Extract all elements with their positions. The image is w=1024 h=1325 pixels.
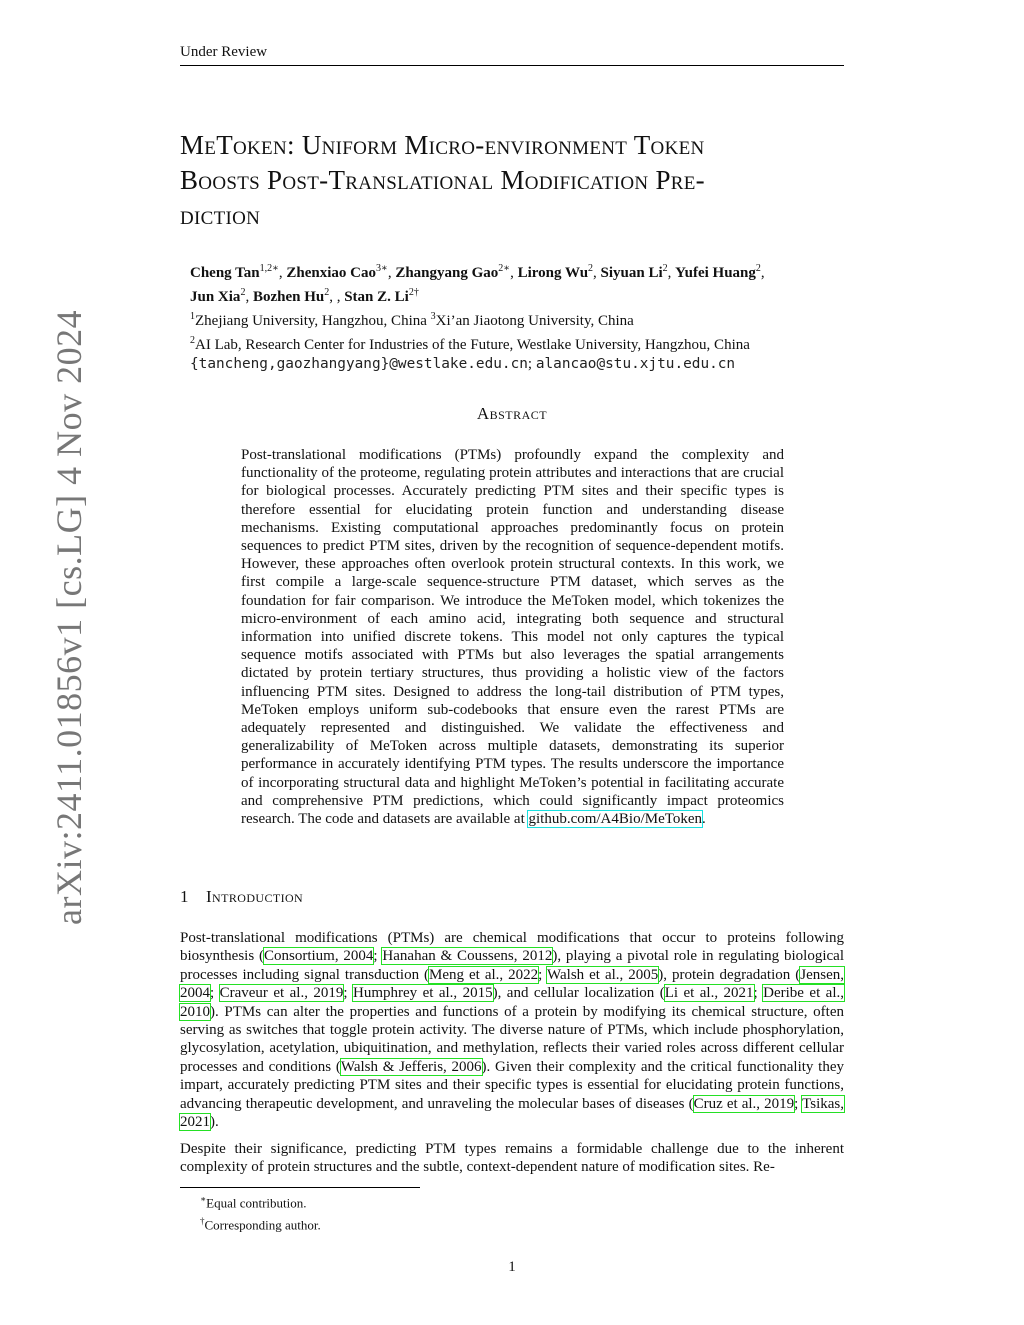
author-name: Jun Xia (190, 289, 241, 305)
email-line: {tancheng,gaozhangyang}@westlake.edu.cn; alancao@stu.xjtu.edu.cn (190, 356, 736, 372)
body-text: ), playing a pivotal role in regulating biological processes including signal transduction ( (180, 948, 844, 983)
abstract-body: Post-translational modifications (PTMs) profoundly expand the complexity and functionality of the proteome, regulating protein attributes and interactions that are crucial for biological processes. Accurately predicting PTM sites and their specific types is therefore essential for elucidating protein function and understanding disease mechanisms. Existing computational approaches predominantly focus on protein sequences to predict PTM sites, driven by the recognition of sequence-dependent motifs. However, these approaches often overlook protein structural contexts. In this work, we first compile a large-scale sequence-structure PTM dataset, which serves as the foundation for fair comparison. We introduce the MeToken model, which tokenizes the micro-environment of each amino acid, integrating both sequence and structural information into unified discrete tokens. This model not only captures the typical sequence motifs associated with PTMs but also leverages the spatial arrangements dictated by protein tertiary structures, thus providing a holistic view of the factors influencing PTM sites. Designed to address the long-tail distribution of PTM types, MeToken employs uniform sub-codebooks that ensure even the rarest PTMs are adequately represented and distinguished. We validate the effectiveness and generalizability of MeToken across multiple datasets, demonstrating its superior performance in accurately identifying PTM types. The results underscore the importance of incorporating structural data and highlight MeToken’s potential in facilitating accurate and comprehensive PTM predictions, which could significantly impact proteomics research. The code and datasets are available at (241, 447, 784, 828)
citation-link[interactable]: Cruz et al., 2019 (693, 1095, 795, 1112)
citation-link[interactable]: Li et al., 2021 (664, 985, 754, 1002)
author-line: Jun Xia$^2$, Bozhen Hu$^2$, , Stan Z. $Li^{2\dagger}$ (190, 287, 419, 305)
footnote (200, 1212, 321, 1234)
author-name: Stan Z. Li (344, 289, 409, 305)
author-sup: 2 (588, 263, 594, 274)
citation-link[interactable]: Walsh & Jefferis, 2006 (340, 1058, 482, 1075)
author-sup: 2∗ (498, 263, 511, 274)
section-heading (180, 887, 303, 907)
body-text: ), protein degradation ( (658, 966, 801, 983)
body-text: ). (210, 1114, 219, 1131)
affiliation-sup: 2 (190, 335, 195, 346)
affiliation-text: AI Lab, Research Center for Industries of the Future, Westlake University, Hangzhou, China (195, 337, 750, 353)
citation-link[interactable]: Walsh et al., 2005 (547, 966, 659, 983)
footnote-text: Corresponding author. (204, 1217, 321, 1233)
section-number: 1 (180, 887, 189, 906)
author-name: Cheng Tan (190, 265, 260, 281)
body-text: ). Given their complexity and the critical functionality they impart, accurately predicting PTM sites and their specific types is essential for elucidating protein functions, advancing therapeutic development, and unraveling the molecular bases of diseases ( (180, 1058, 844, 1112)
citation-link[interactable]: Craveur et al., 2019 (219, 985, 344, 1002)
email-address: {tancheng,gaozhangyang}@westlake.edu.cn (190, 356, 528, 372)
paper-title (180, 128, 850, 233)
author-sup: 2 (755, 263, 761, 274)
author-name: Zhenxiao Cao (286, 265, 377, 281)
affiliation-line (190, 307, 850, 331)
affiliation-sup: 1 (190, 311, 195, 322)
footnote-rule (180, 1187, 420, 1188)
email-address: alancao@stu.xjtu.edu.cn (535, 356, 736, 372)
abstract-heading: Abstract (476, 404, 548, 423)
arxiv-stamp: arXiv:2411.01856v1 [cs.LG] 4 Nov 2024 (49, 309, 89, 925)
title-line: MeToken: Uniform Micro-environment Token (180, 130, 705, 160)
author-sup: 2 (240, 287, 246, 298)
author-sup: 3∗ (376, 263, 388, 274)
author-name: Zhangyang Gao (395, 265, 499, 281)
author-sup: 2 (324, 287, 330, 298)
abstract-text: Post-translational modifications (PTMs) profoundly expand the complexity and functionality of the proteome, regulating protein attributes and interactions that are crucial for biological processes. Accurately predicting PTM sites and their specific types is therefore essential for elucidating protein function and understanding disease mechanisms. Existing computational approaches predominantly focus on protein sequences to predict PTM sites, driven by the recognition of sequence-dependent motifs. However, these approaches often overlook protein structural contexts. In this work, we first compile a large-scale sequence-structure PTM dataset, which serves as the foundation for fair comparison. We introduce the MeToken model, which tokenizes the micro-environment of each amino acid, integrating both sequence and structural information into unified discrete tokens. This model not only captures the typical sequence motifs associated with PTMs but also leverages the spatial arrangements dictated by protein tertiary structures, thus providing a holistic view of the factors influencing PTM sites. Designed to address the long-tail distribution of PTM types, MeToken employs uniform sub-codebooks that ensure even the rarest PTMs are adequately represented and distinguished. We validate the effectiveness and generalizability of MeToken across multiple datasets, demonstrating its superior performance in accurately identifying PTM types. The results underscore the importance of incorporating structural data and highlight MeToken’s potential in facilitating accurate and comprehensive PTM predictions, which could significantly impact proteomics research. The code and datasets are available at github.com/A4Bio/MeToken. (241, 447, 784, 828)
footnote (200, 1190, 321, 1212)
intro-paragraph: Post-translational modifications (PTMs) are chemical modifications that occur to proteins following biosynthesis (Consortium, 2004; Hanahan & Coussens, 2012), playing a pivotal role in regulating biological processes including signal transduction (Meng et al., 2022; Walsh et al., 2005), protein degradation (Jensen, 2004; Craveur et al., 2019; Humphrey et al., 2015), and cellular localization (Li et al., 2021; Deribe et al., 2010). PTMs can alter the properties and functions of a protein by modifying its chemical structure, often serving as switches that toggle protein activity. The diverse nature of PTMs, which include phosphorylation, glycosylation, acetylation, ubiquitination, and methylation, reflects their varied roles across different cellular processes and conditions (Walsh & Jefferis, 2006). Given their complexity and the critical functionality they impart, accurately predicting PTM sites and their specific types is essential for elucidating protein functions, advancing therapeutic development, and unraveling the molecular bases of diseases (Cruz et al., 2019; Tsikas, 2021). (180, 930, 844, 1131)
affiliation-line (190, 331, 850, 355)
body-text: ), and cellular localization ( (492, 985, 665, 1002)
affiliation-text: Zhejiang University, Hangzhou, China (195, 313, 427, 329)
author-name: Bozhen Hu (252, 289, 325, 305)
title-line: diction (180, 200, 261, 230)
author-name: Yufei Huang (675, 265, 756, 281)
title-line: Boosts Post-Translational Modification Pre- (180, 165, 705, 195)
author-sup: 2† (408, 287, 419, 298)
author-block (190, 259, 850, 374)
author-name: Lirong Wu (517, 265, 589, 281)
body-text: Post-translational modifications (PTMs) are chemical modifications that occur to proteins following biosynthesis ( (180, 930, 844, 965)
author-name: Siyuan Li (600, 265, 663, 281)
footnotes (200, 1190, 321, 1235)
intro-paragraph: Despite their significance, predicting PTM types remains a formidable challenge due to the inherent complexity of protein structures and the subtle, context-dependent nature of modification sites. Re- (180, 1141, 844, 1176)
page-number: 1 (508, 1259, 516, 1275)
citation-link[interactable]: Meng et al., 2022 (429, 966, 539, 983)
citation-link[interactable]: Humphrey et al., 2015 (353, 985, 493, 1002)
author-line: Cheng Tan$^{1,2∗}$, Zhenxiao Cao$^{3∗}$, Zhangyang Gao$^{2∗}$, Lirong Wu$^2$, Siyuan Li$^2$, Yufei Huang$^2$, (190, 263, 765, 281)
citation-link[interactable]: Hanahan & Coussens, 2012 (382, 948, 553, 965)
body-text: ). PTMs can alter the properties and functions of a protein by modifying its chemical structure, often serving as switches that toggle protein activity. The diverse nature of PTMs, which include phosphorylation, glycosylation, acetylation, ubiquitination, and methylation, reflects their varied roles across different cellular processes and conditions ( (180, 1003, 844, 1075)
affiliation-text: Xi’an Jiaotong University, China (435, 313, 634, 329)
affiliation-sup: 3 (430, 311, 436, 322)
header-rule (180, 65, 844, 66)
github-link[interactable]: github.com/A4Bio/MeToken (528, 811, 703, 828)
citation-link[interactable]: Jensen, 2004 (180, 966, 844, 1002)
footnote-text: Equal contribution. (206, 1195, 307, 1211)
author-sup: 2 (662, 263, 668, 274)
author-sup: 1,2∗ (259, 263, 279, 274)
section-title: Introduction (206, 887, 304, 906)
footnote-mark: ∗ (200, 1194, 207, 1204)
citation-link[interactable]: Tsikas, 2021 (180, 1095, 844, 1131)
footnote-mark: † (200, 1216, 205, 1227)
citation-link[interactable]: Deribe et al., 2010 (180, 985, 844, 1020)
running-header: Under Review (180, 44, 268, 60)
citation-link[interactable]: Consortium, 2004 (264, 948, 374, 965)
